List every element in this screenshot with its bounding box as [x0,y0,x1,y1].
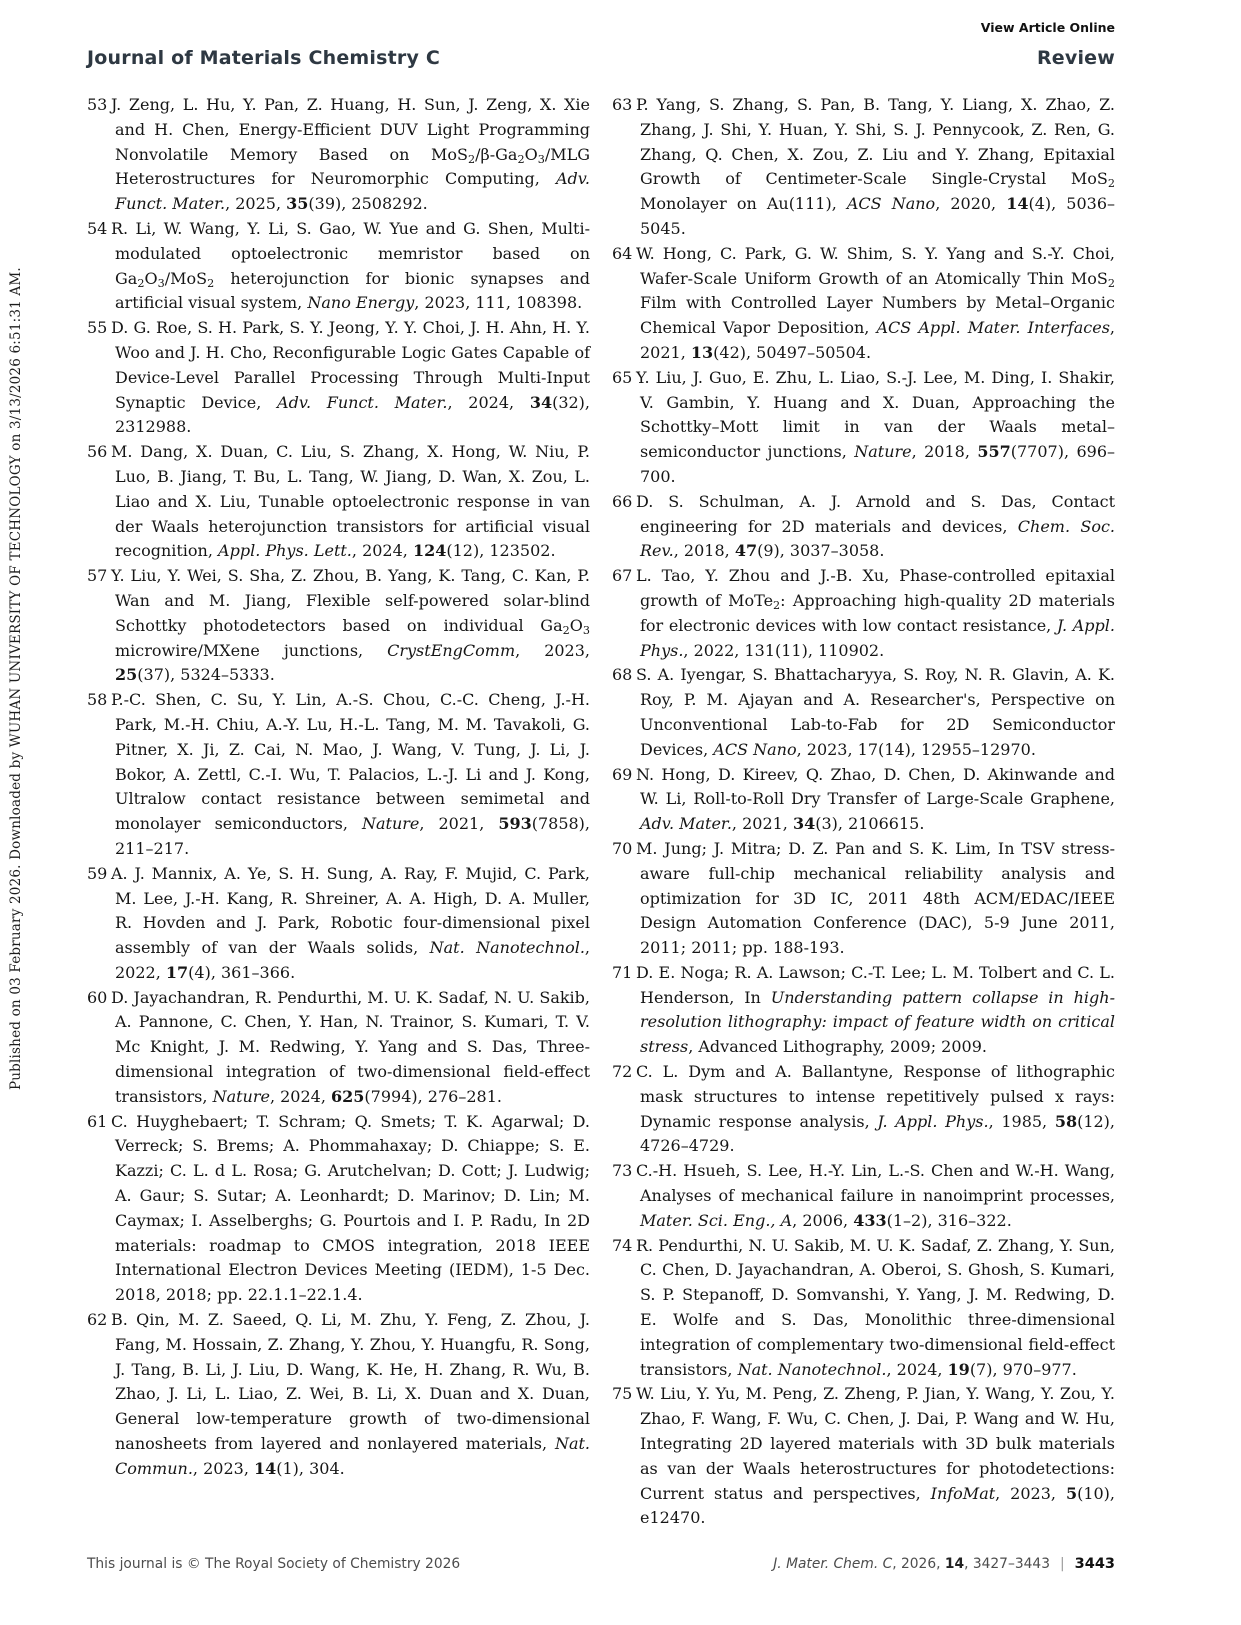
journal-title: Journal of Materials Chemistry C [87,47,441,69]
page-number: 3443 [1074,1556,1115,1572]
reference-item: 75 W. Liu, Y. Yu, M. Peng, Z. Zheng, P. Jian, Y. Wang, Y. Zou, Y. Zhao, F. Wang, F. Wu, C. Chen, J. Dai, P. Wang and W. Hu, Integrating 2D layered materials with 3D bulk materials as van der Waals heterostructures for photodetections: Current status and perspectives, InfoMat, 2023, 5(10), e12470. [612,1384,1116,1528]
reference-number: 72 [612,1062,633,1082]
reference-number: 70 [612,838,633,858]
footer-copyright: This journal is © The Royal Society of Chemistry 2026 [87,1556,461,1572]
reference-number: 73 [612,1161,633,1181]
reference-item: 73 C.-H. Hsueh, S. Lee, H.-Y. Lin, L.-S. Chen and W.-H. Wang, Analyses of mechanical failure in nanoimprint processes, Mater. Sci. Eng., A, 2006, 433(1–2), 316–322. [612,1161,1115,1230]
reference-item: 59 A. J. Mannix, A. Ye, S. H. Sung, A. Ray, F. Mujid, C. Park, M. Lee, J.-H. Kang, R. Shreiner, A. A. High, D. A. Muller, R. Hovden and J. Park, Robotic four-dimensional pixel assembly of van der Waals solids, Nat. Nanotechnol., 2022, 17(4), 361–366. [87,863,591,982]
footer-citation [773,1556,1115,1572]
reference-number: 55 [87,318,108,338]
page-footer [87,1556,1115,1572]
reference-number: 54 [87,218,108,238]
reference-number: 71 [612,962,633,982]
reference-item: 57 Y. Liu, Y. Wei, S. Sha, Z. Zhou, B. Yang, K. Tang, C. Kan, P. Wan and M. Jiang, Flexible self-powered solar-blind Schottky photodetectors based on individual $Ga_2O_3$ microwire/MXene junctions, CrystEngComm, 2023, 25(37), 5324–5333. [87,566,590,685]
reference-number: 61 [87,1111,108,1131]
reference-item: 66 D. S. Schulman, A. J. Arnold and S. Das, Contact engineering for 2D materials and devices, Chem. Soc. Rev., 2018, 47(9), 3037–3058. [612,491,1116,561]
reference-number: 63 [612,95,633,114]
reference-item: 53 J. Zeng, L. Hu, Y. Pan, Z. Huang, H. Sun, J. Zeng, X. Xie and H. Chen, Energy-Efficient DUV Light Programming Nonvolatile Memory Based on $MoS_2/\beta-Ga_2O_3$/MLG Heterostructures for Neuromorphic Computing, Adv. Funct. Mater., 2025, 35(39), 2508292. [87,95,590,214]
reference-item: 69 N. Hong, D. Kireev, Q. Zhao, D. Chen, D. Akinwande and W. Li, Roll-to-Roll Dry Transfer of Large-Scale Graphene, Adv. Mater., 2021, 34(3), 2106615. [612,764,1115,834]
reference-item: 55 D. G. Roe, S. H. Park, S. Y. Jeong, Y. Y. Choi, J. H. Ahn, H. Y. Woo and J. H. Cho, Reconfigurable Logic Gates Capable of Device-Level Parallel Processing Through Multi-Input Synaptic Device, Adv. Funct. Mater., 2024, 34(32), 2312988. [87,318,591,437]
section-label: Review [1036,47,1115,69]
reference-item: 65 Y. Liu, J. Guo, E. Zhu, L. Liao, S.-J. Lee, M. Ding, I. Shakir, V. Gambin, Y. Huang and X. Duan, Approaching the Schottky–Mott limit in van der Waals metal–semiconductor junctions, Nature, 2018, 557(7707), 696–700. [612,367,1115,486]
reference-item: 68 S. A. Iyengar, S. Bhattacharyya, S. Roy, N. R. Glavin, A. K. Roy, P. M. Ajayan and A. Researcher's, Perspective on Unconventional Lab-to-Fab for 2D Semiconductor Devices, ACS Nano, 2023, 17(14), 12955–12970. [612,665,1115,759]
reference-number: 74 [612,1235,633,1255]
reference-item: 67 L. Tao, Y. Zhou and J.-B. Xu, Phase-controlled epitaxial growth of MoTe$_2$: Approaching high-quality 2D materials for electronic devices with low contact resistance, J. Appl. Phys., 2022, 131(11), 110902. [612,566,1116,660]
reference-item: 64 W. Hong, C. Park, G. W. Shim, S. Y. Yang and S.-Y. Choi, Wafer-Scale Uniform Growth of an Atomically Thin MoS$_2$ Film with Controlled Layer Numbers by Metal–Organic Chemical Vapor Deposition, ACS Appl. Mater. Interfaces, 2021, 13(42), 50497–50504. [612,243,1115,362]
reference-number: 58 [87,690,108,710]
reference-number: 64 [612,243,633,263]
reference-number: 60 [87,987,108,1007]
footer-citation-text: J. Mater. Chem. C, 2026, 14, 3427–3443 [773,1556,1050,1572]
reference-number: 57 [87,566,108,586]
view-article-online-link[interactable]: View Article Online [980,20,1115,35]
sidebar-publication-note: Published on 03 February 2026. Downloaded by WUHAN UNIVERSITY OF TECHNOLOGY on 3/13/2026 6:51:31 AM. [8,267,24,1090]
reference-item: 71 D. E. Noga; R. A. Lawson; C.-T. Lee; L. M. Tolbert and C. L. Henderson, In Understanding pattern collapse in high-resolution lithography: impact of feature width on critical stress, Advanced Lithography, 2009; 2009. [612,962,1115,1057]
reference-number: 69 [612,764,633,784]
reference-number: 56 [87,442,108,462]
reference-number: 66 [612,491,633,511]
reference-item: 62 B. Qin, M. Z. Saeed, Q. Li, M. Zhu, Y. Feng, Z. Zhou, J. Fang, M. Hossain, Z. Zhang, Y. Zhou, Y. Huangfu, R. Song, J. Tang, B. Li, J. Liu, D. Wang, K. He, H. Zhang, R. Wu, B. Zhao, J. Li, L. Liao, Z. Wei, B. Li, X. Duan and X. Duan, General low-temperature growth of two-dimensional nanosheets from layered and nonlayered materials, Nat. Commun., 2023, 14(1), 304. [87,1310,590,1478]
reference-number: 59 [87,863,108,883]
page-header [87,47,1115,69]
reference-item: 61 C. Huyghebaert; T. Schram; Q. Smets; T. K. Agarwal; D. Verreck; S. Brems; A. Phommahaxay; D. Chiappe; S. E. Kazzi; C. L. d L. Rosa; G. Arutchelvan; D. Cott; J. Ludwig; A. Gaur; S. Sutar; A. Leonhardt; D. Marinov; D. Lin; M. Caymax; I. Asselberghs; G. Pourtois and I. P. Radu, In 2D materials: roadmap to CMOS integration, 2018 IEEE International Electron Devices Meeting (IEDM), 1-5 Dec. 2018, 2018; pp. 22.1.1–22.1.4. [87,1111,590,1305]
reference-item: 56 M. Dang, X. Duan, C. Liu, S. Zhang, X. Hong, W. Niu, P. Luo, B. Jiang, T. Bu, L. Tang, W. Jiang, D. Wan, X. Zou, L. Liao and X. Liu, Tunable optoelectronic response in van der Waals heterojunction transistors for artificial visual recognition, Appl. Phys. Lett., 2024, 124(12), 123502. [87,442,590,561]
references-left-column [87,93,590,1531]
reference-number: 53 [87,95,108,114]
reference-number: 75 [612,1384,633,1404]
reference-item: 58 P.-C. Shen, C. Su, Y. Lin, A.-S. Chou, C.-C. Cheng, J.-H. Park, M.-H. Chiu, A.-Y. Lu, H.-L. Tang, M. M. Tavakoli, G. Pitner, X. Ji, Z. Cai, N. Mao, J. Wang, V. Tung, J. Li, J. Bokor, A. Zettl, C.-I. Wu, T. Palacios, L.-J. Li and J. Kong, Ultralow contact resistance between semimetal and monolayer semiconductors, Nature, 2021, 593(7858), 211–217. [87,690,591,858]
reference-item: 63 P. Yang, S. Zhang, S. Pan, B. Tang, Y. Liang, X. Zhao, Z. Zhang, J. Shi, Y. Huan, Y. Shi, S. J. Pennycook, Z. Ren, G. Zhang, Q. Chen, X. Zou, Z. Liu and Y. Zhang, Epitaxial Growth of Centimeter-Scale Single-Crystal MoS$_2$ Monolayer on Au(111), ACS Nano, 2020, 14(4), 5036–5045. [612,95,1116,238]
reference-item: 74 R. Pendurthi, N. U. Sakib, M. U. K. Sadaf, Z. Zhang, Y. Sun, C. Chen, D. Jayachandran, A. Oberoi, S. Ghosh, S. Kumari, S. P. Stepanoff, D. Somvanshi, Y. Yang, J. M. Redwing, D. E. Wolfe and S. Das, Monolithic three-dimensional integration of complementary two-dimensional field-effect transistors, Nat. Nanotechnol., 2024, 19(7), 970–977. [612,1235,1115,1379]
reference-columns [87,93,1115,1531]
footer-separator: | [1059,1556,1065,1572]
reference-number: 65 [612,367,633,387]
reference-number: 68 [612,665,633,685]
reference-item: 54 R. Li, W. Wang, Y. Li, S. Gao, W. Yue and G. Shen, Multi-modulated optoelectronic memristor based on $Ga_2O_3/MoS_2$ heterojunction for bionic synapses and artificial visual system, Nano Energy, 2023, 111, 108398. [87,218,590,313]
reference-item: 60 D. Jayachandran, R. Pendurthi, M. U. K. Sadaf, N. U. Sakib, A. Pannone, C. Chen, Y. Han, N. Trainor, S. Kumari, T. V. Mc Knight, J. M. Redwing, Y. Yang and S. Das, Three-dimensional integration of two-dimensional field-effect transistors, Nature, 2024, 625(7994), 276–281. [87,987,590,1106]
reference-item: 72 C. L. Dym and A. Ballantyne, Response of lithographic mask structures to intense repetitively pulsed x rays: Dynamic response analysis, J. Appl. Phys., 1985, 58(12), 4726–4729. [612,1062,1116,1156]
reference-item: 70 M. Jung; J. Mitra; D. Z. Pan and S. K. Lim, In TSV stress-aware full-chip mechanical reliability analysis and optimization for 3D IC, 2011 48th ACM/EDAC/IEEE Design Automation Conference (DAC), 5-9 June 2011, 2011; 2011; pp. 188-193. [612,838,1115,958]
references-right-column [612,93,1115,1531]
reference-number: 67 [612,566,633,586]
reference-number: 62 [87,1310,108,1330]
